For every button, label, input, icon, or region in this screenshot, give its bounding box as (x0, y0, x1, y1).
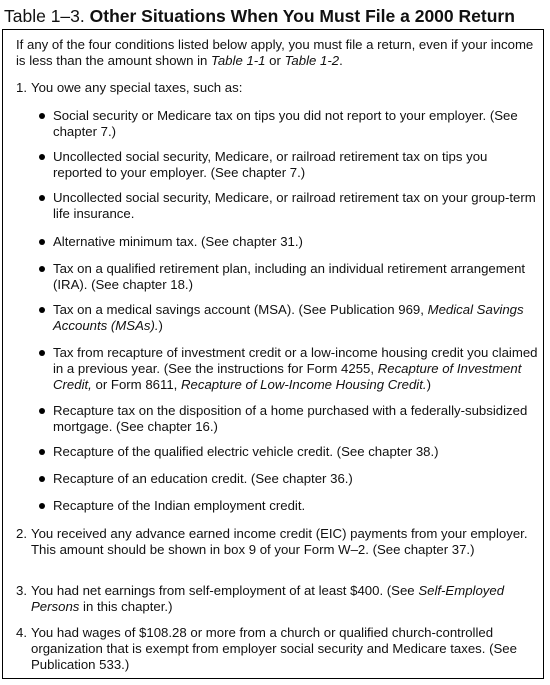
form-title: Recapture of Investment Credit, (53, 361, 522, 392)
bullet-icon (39, 113, 45, 119)
bullet-text: Tax on a qualified retirement plan, including an individual retirement arrangement (IRA). (See chapter 18.) (53, 261, 526, 292)
table-heading: Other Situations When You Must File a 2000 Return (89, 6, 515, 26)
item-number: 2. (16, 526, 27, 541)
bullet-icon (39, 350, 45, 356)
publication-title: Medical Savings Accounts (MSAs). (53, 302, 524, 333)
intro-paragraph (16, 37, 536, 69)
bullet-text: Uncollected social security, Medicare, or railroad retirement tax on your group-term life insurance. (53, 190, 536, 221)
bullet-icon (39, 503, 45, 509)
bullet-icon (39, 476, 45, 482)
intro-text: If any of the four conditions listed below apply, you must file a return, even if your income is less than the amount shown in (16, 37, 534, 68)
table-reference: Table 1-1 (211, 53, 266, 68)
bullet-icon (39, 307, 45, 313)
bullet-text: Social security or Medicare tax on tips you did not report to your employer. (See chapter 7.) (53, 108, 518, 139)
bullet-text: Recapture of an education credit. (See chapter 36.) (53, 471, 353, 486)
section-reference: Self-Employed Persons (31, 583, 505, 614)
table-number: Table 1–3. (4, 6, 85, 26)
item-text: You had wages of $108.28 or more from a church or qualified church-controlled organization that is exempt from employer social security and Medicare taxes. (See Publication 533.) (31, 625, 517, 672)
form-title: Recapture of Low-Income Housing Credit. (181, 377, 427, 392)
intro-text: . (339, 53, 343, 68)
bullet-icon (39, 408, 45, 414)
bullet-icon (39, 239, 45, 245)
item-number: 3. (16, 583, 27, 598)
bullet-text: Tax on a medical savings account (MSA). (See Publication 969, Medical Savings Accounts (MSAs).) (53, 302, 524, 333)
item-number: 4. (16, 625, 27, 640)
table-title (4, 5, 515, 27)
bullet-icon (39, 195, 45, 201)
bullet-icon (39, 266, 45, 272)
table-reference: Table 1-2 (284, 53, 340, 68)
item-text: You had net earnings from self-employment of at least $400. (See Self-Employed Persons in this chapter.) (31, 583, 505, 614)
intro-text: or (265, 53, 285, 68)
bullet-text: Recapture of the qualified electric vehicle credit. (See chapter 38.) (53, 444, 439, 459)
bullet-icon (39, 449, 45, 455)
item-text: You owe any special taxes, such as: (31, 80, 243, 95)
item-number: 1. (16, 80, 27, 95)
bullet-text: Alternative minimum tax. (See chapter 31.) (53, 234, 303, 249)
bullet-text: Recapture tax on the disposition of a home purchased with a federally-subsidized mortgage. (See chapter 16.) (53, 403, 528, 434)
bullet-icon (39, 154, 45, 160)
bullet-text: Recapture of the Indian employment credit. (53, 498, 306, 513)
item-text: You received any advance earned income credit (EIC) payments from your employer. This amount should be shown in box 9 of your Form W–2. (See chapter 37.) (31, 526, 528, 557)
bullet-text: Uncollected social security, Medicare, or railroad retirement tax on tips you reported to your employer. (See chapter 7.) (53, 149, 488, 180)
bullet-text: Tax from recapture of investment credit or a low-income housing credit you claimed in a previous year. (See the instructions for Form 4255, Recapture of Investment Credit, or Form 8611, Recapture of Low-Income Housing Credit.) (53, 345, 538, 392)
